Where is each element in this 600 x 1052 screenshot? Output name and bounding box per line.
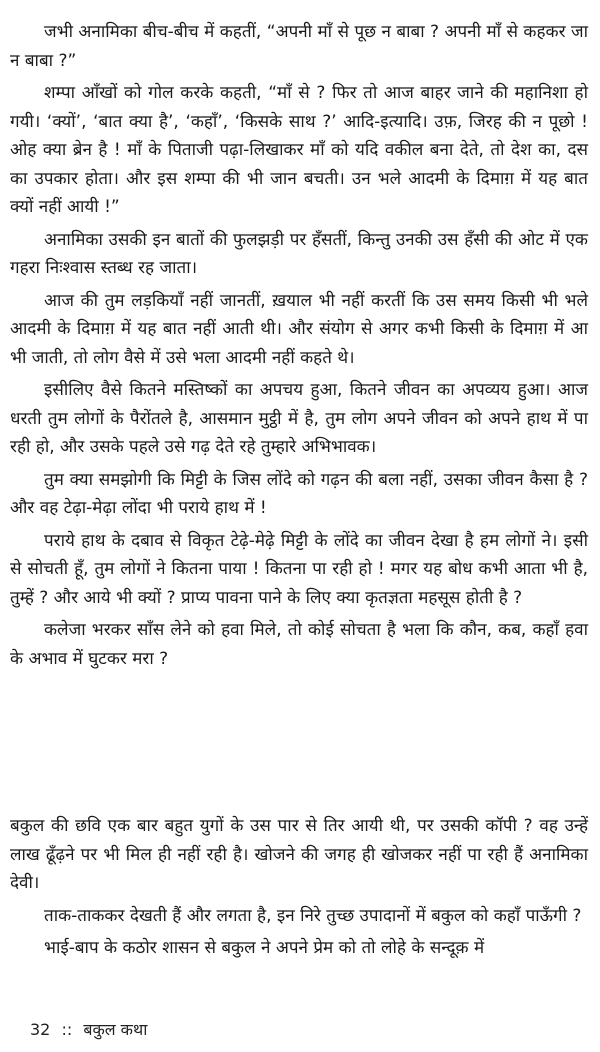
- paragraph: शम्पा आँखों को गोल करके कहती, “माँ से ? फिर तो आज बाहर जाने की महानिशा हो गयी। ‘क्यों’, ‘बात क्या है’, ‘कहाँ’, ‘किसके साथ ?’ आदि-इत्यादि। उफ़, जिरह की न पूछो ! ओह क्या ब्रेन है ! माँ के पिताजी पढ़ा-लिखाकर माँ को यदि वकील बना देते, तो देश का, दस का उपकार होता। और इस शम्पा की भी जान बचती। उन भले आदमी के दिमाग़ में यह बात क्यों नहीं आयी !”: [10, 83, 588, 217]
- paragraph: ताक-ताककर देखती हैं और लगता है, इन निरे तुच्छ उपादानों में बकुल को कहाँ पाऊँगी ?: [44, 905, 582, 926]
- paragraph: बकुल की छवि एक बार बहुत युगों के उस पार से तिर आयी थी, पर उसकी कॉपी ? वह उन्हें लाख ढूँढ़ने पर भी मिल ही नहीं रही है। खोजने की जगह ही खोजकर नहीं पा रही हैं अनामिका देवी।: [10, 816, 588, 893]
- footer-separator: ::: [61, 1020, 73, 1039]
- paragraph: जभी अनामिका बीच-बीच में कहतीं, “अपनी माँ से पूछ न बाबा ? अपनी माँ से कहकर जा न बाबा ?”: [10, 22, 588, 71]
- paragraph: कलेजा भरकर साँस लेने को हवा मिले, तो कोई सोचता है भला कि कौन, कब, कहाँ हवा के अभाव में घुटकर मरा ?: [10, 620, 588, 669]
- paragraph: इसीलिए वैसे कितने मस्तिष्कों का अपचय हुआ, कितने जीवन का अपव्यय हुआ। आज धरती तुम लोगों के पैरोंतले है, आसमान मुट्ठी में है, तुम लोग अपने जीवन को अपने हाथ में पा रही हो, और उसके पहले उसे गढ़ देते रहे तुम्हारे अभिभावक।: [10, 380, 588, 457]
- book-title: बकुल कथा: [83, 1020, 148, 1039]
- paragraph: पराये हाथ के दबाव से विकृत टेढ़े-मेढ़े मिट्टी के लोंदे का जीवन देखा है हम लोगों ने। इसी से सोचती हूँ, तुम लोगों ने कितना पाया ! कितना पा रही हो ! मगर यह बोध कभी आता भी है, तुम्हें ? और आये भी क्यों ? प्राप्य पावना पाने के लिए क्या कृतज्ञता महसूस होती है ?: [10, 530, 588, 608]
- paragraph: अनामिका उसकी इन बातों की फुलझड़ी पर हँसतीं, किन्तु उनकी उस हँसी की ओट में एक गहरा निःश्वास स्तब्ध रह जाता।: [10, 229, 588, 278]
- main-text-block: [10, 18, 588, 677]
- paragraph: भाई-बाप के कठोर शासन से बकुल ने अपने प्रेम को तो लोहे के सन्दूक़ में: [44, 938, 485, 958]
- page-footer: [30, 1018, 147, 1040]
- page-number: 32: [30, 1020, 51, 1039]
- section-text-block: [10, 812, 588, 967]
- paragraph: आज की तुम लड़कियाँ नहीं जानतीं, ख़याल भी नहीं करतीं कि उस समय किसी भी भले आदमी के दिमाग़ में यह बात नहीं आती थी। और संयोग से अगर कभी किसी के दिमाग़ में आ भी जाती, तो लोग वैसे में उसे भला आदमी नहीं कहते थे।: [10, 290, 588, 368]
- paragraph: तुम क्या समझोगी कि मिट्टी के जिस लोंदे को गढ़न की बला नहीं, उसका जीवन कैसा है ? और वह टेढ़ा-मेढ़ा लोंदा भी पराये हाथ में !: [10, 469, 588, 518]
